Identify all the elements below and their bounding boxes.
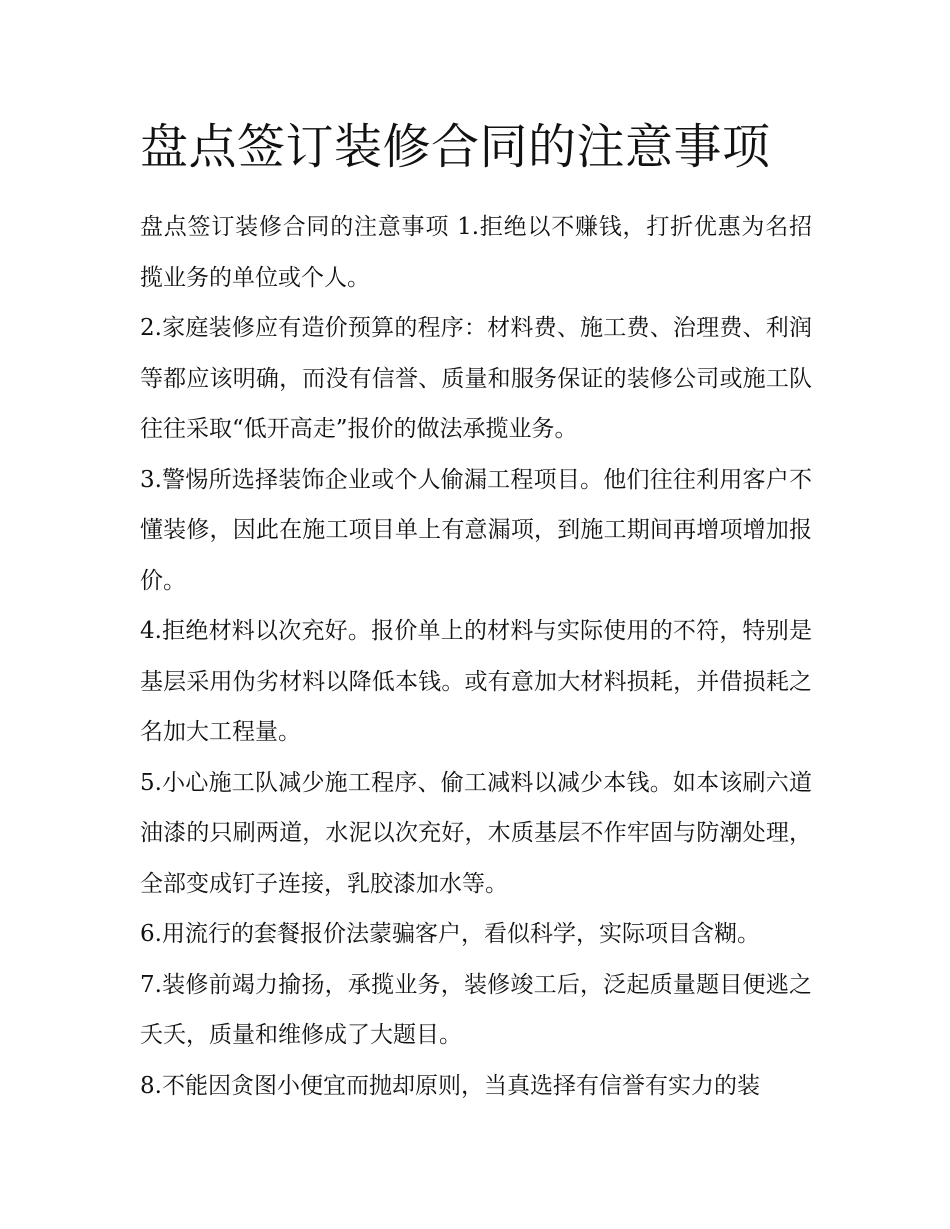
paragraph-6: 6.用流行的套餐报价法蒙骗客户，看似科学，实际项目含糊。 bbox=[140, 921, 760, 947]
paragraph-5: 5.小心施工队减少施工程序、偷工减料以减少本钱。如本该刷六道油漆的只刷两道，水泥以次充好，木质基层不作牢固与防潮处理，全部变成钉子连接，乳胶漆加水等。 bbox=[140, 769, 812, 897]
paragraph-7: 7.装修前竭力揄扬，承揽业务，装修竣工后，泛起质量题目便逃之夭夭，质量和维修成了大题目。 bbox=[140, 971, 812, 1048]
paragraph-8: 8.不能因贪图小便宜而抛却原则，当真选择有信誉有实力的装 bbox=[140, 1072, 760, 1099]
paragraph-4: 4.拒绝材料以次充好。报价单上的材料与实际使用的不符，特别是基层采用伪劣材料以降低本钱。或有意加大材料损耗，并借损耗之名加大工程量。 bbox=[140, 618, 812, 745]
paragraph-2: 2.家庭装修应有造价预算的程序：材料费、施工费、治理费、利润等都应该明确，而没有信誉、质量和服务保证的装修公司或施工队往往采取“低开高走”报价的做法承揽业务。 bbox=[140, 315, 812, 442]
document-title: 盘点签订装修合同的注意事项 bbox=[140, 119, 771, 175]
paragraph-1: 盘点签订装修合同的注意事项 1.拒绝以不赚钱，打折优惠为名招揽业务的单位或个人。 bbox=[140, 214, 812, 291]
paragraph-3: 3.警惕所选择装饰企业或个人偷漏工程项目。他们往往利用客户不懂装修，因此在施工项目单上有意漏项，到施工期间再增项增加报价。 bbox=[140, 466, 812, 594]
document-page bbox=[140, 110, 812, 1111]
